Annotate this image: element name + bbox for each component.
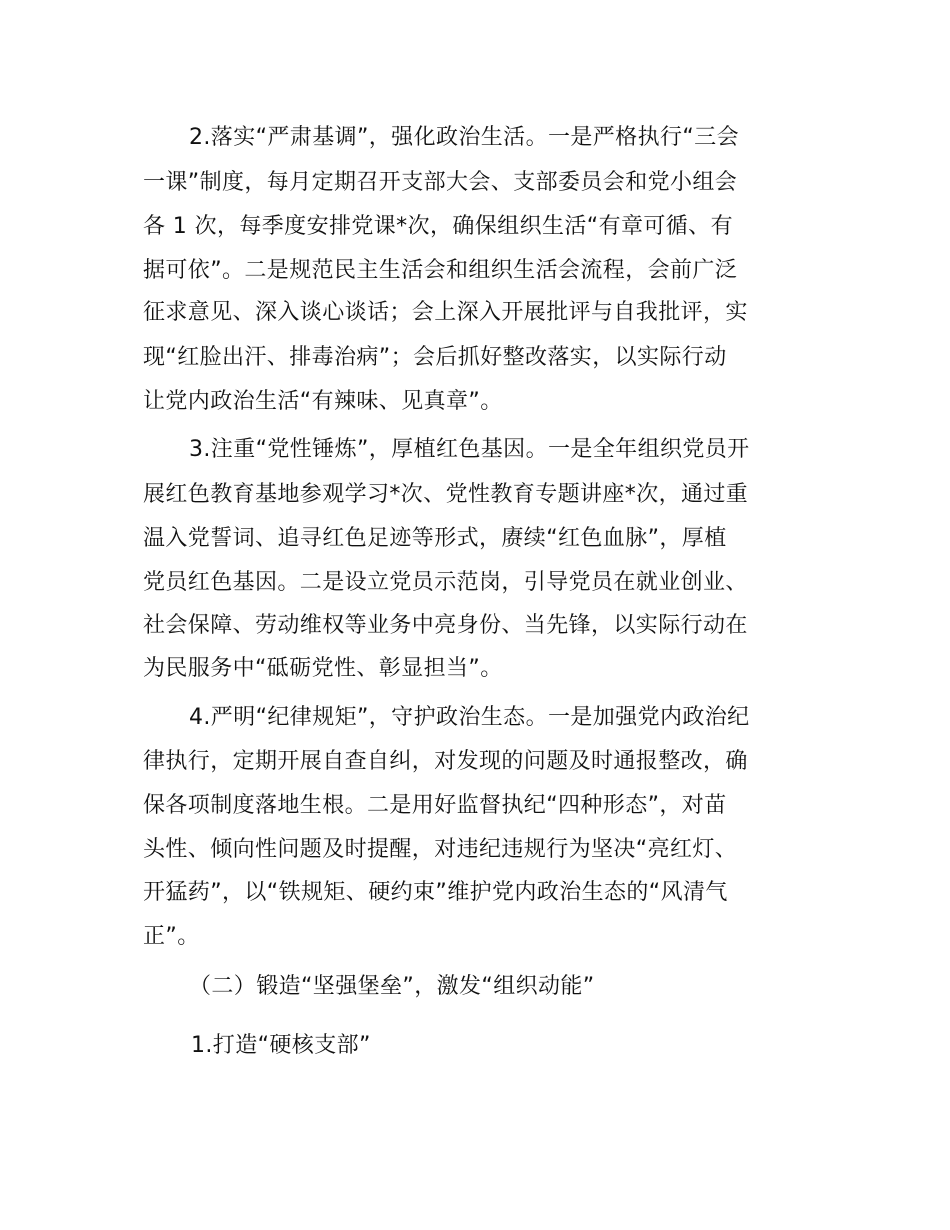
paragraph-2-line-1: 2.落实“严肃基调”，强化政治生活。一是严格执行“三会 (189, 125, 739, 150)
paragraph-4-line-3: 保各项制度落地生根。二是用好监督执纪“四种形态”，对苗 (143, 793, 727, 818)
paragraph-2-line-2: 一课”制度，每月定期召开支部大会、支部委员会和党小组会 (143, 170, 738, 195)
paragraph-2-line-5: 征求意见、深入谈心谈话；会上深入开展批评与自我批评，实 (143, 300, 748, 325)
paragraph-4-line-4: 头性、倾向性问题及时提醒，对违纪违规行为坚决“亮红灯、 (143, 837, 738, 862)
paragraph-4-line-1: 4.严明“纪律规矩”，守护政治生态。一是加强党内政治纪 (189, 705, 750, 730)
paragraph-3-line-5: 社会保障、劳动维权等业务中亮身份、当先锋，以实际行动在 (143, 613, 748, 638)
paragraph-3-line-3: 温入党誓词、追寻红色足迹等形式，赓续“红色血脉”，厚植 (143, 526, 727, 551)
subheading-1: 1.打造“硬核支部” (191, 1033, 371, 1058)
section-heading-2: （二）锻造“坚强堡垒”，激发“组织动能” (189, 974, 595, 999)
paragraph-4-line-5: 开猛药”，以“铁规矩、硬约束”维护党内政治生态的“风清气 (143, 880, 728, 905)
paragraph-2-line-7: 让党内政治生活“有辣味、见真章”。 (143, 389, 503, 414)
paragraph-3-line-2: 展红色教育基地参观学习*次、党性教育专题讲座*次，通过重 (143, 482, 749, 507)
paragraph-2-line-3: 各 1 次，每季度安排党课*次，确保组织生活“有章可循、有 (143, 214, 733, 239)
paragraph-3-line-4: 党员红色基因。二是设立党员示范岗，引导党员在就业创业、 (143, 570, 748, 595)
paragraph-4-line-2: 律执行，定期开展自查自纠，对发现的问题及时通报整改，确 (143, 749, 748, 774)
paragraph-2-line-6: 现“红脸出汗、排毒治病”；会后抓好整改落实，以实际行动 (143, 345, 727, 370)
paragraph-3-line-6: 为民服务中“砥砺党性、彰显担当”。 (143, 656, 503, 681)
paragraph-2-line-4: 据可依”。二是规范民主生活会和组织生活会流程，会前广泛 (143, 258, 738, 283)
paragraph-3-line-1: 3.注重“党性锤炼”，厚植红色基因。一是全年组织党员开 (189, 437, 750, 462)
paragraph-4-line-6: 正”。 (143, 924, 200, 949)
